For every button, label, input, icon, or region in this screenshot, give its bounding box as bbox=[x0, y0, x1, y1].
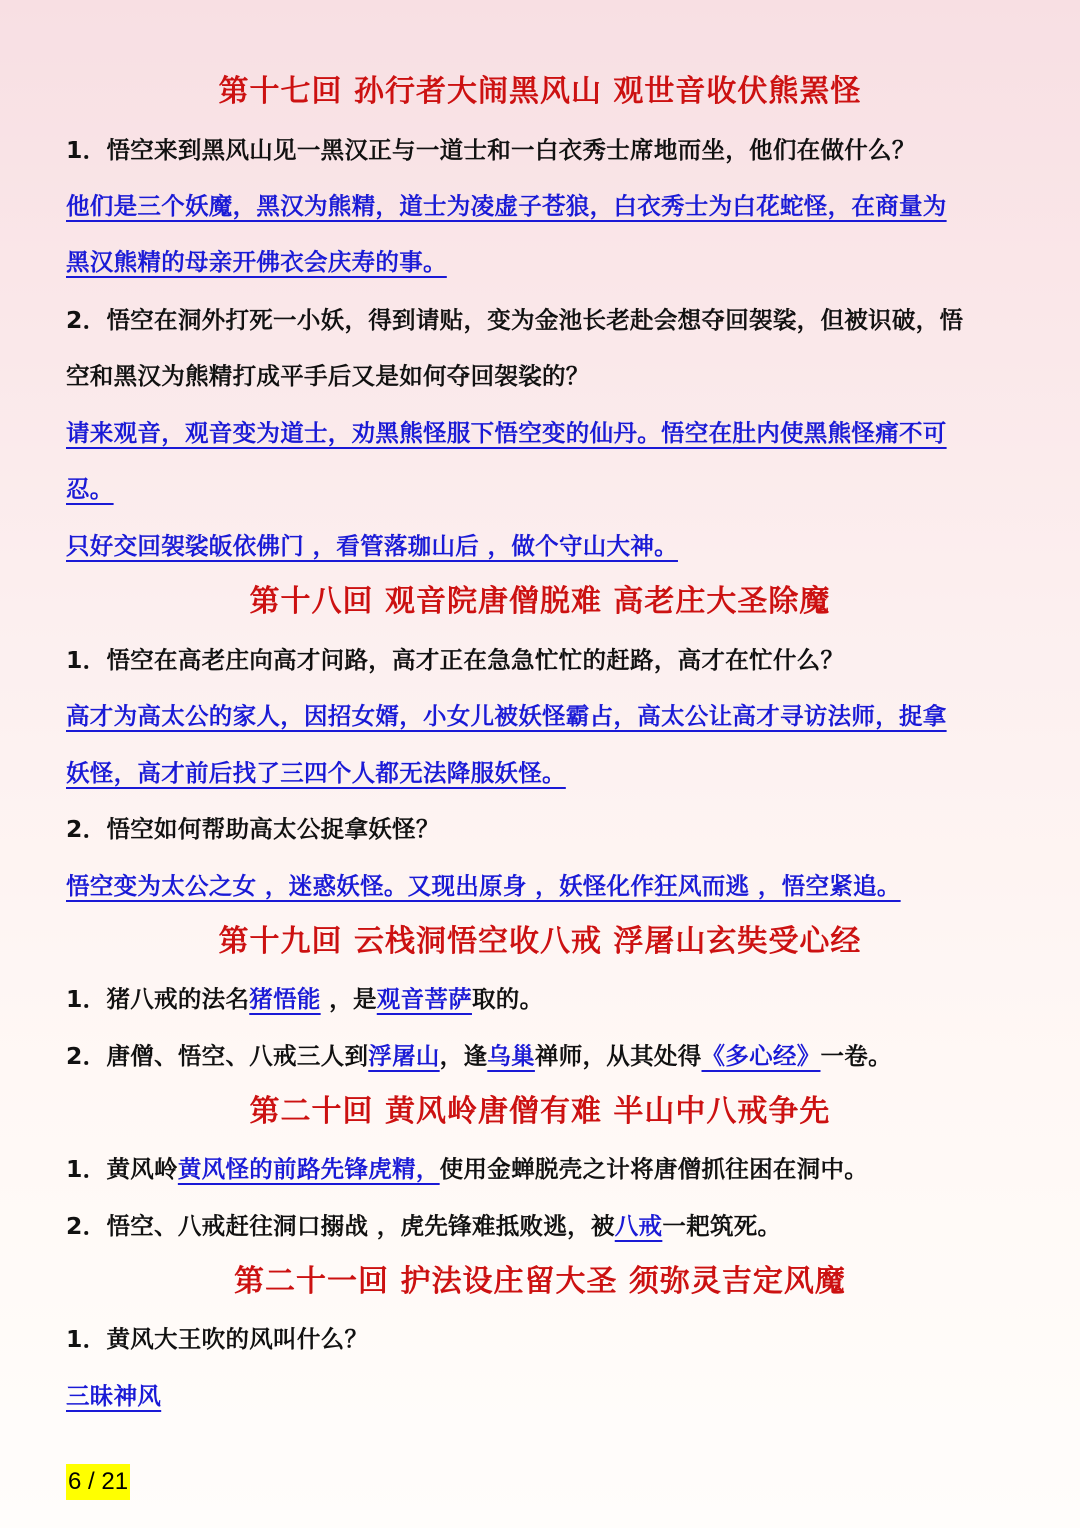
question-19-2 bbox=[66, 1039, 1040, 1073]
q20-1-text-a: 1．黄风岭 bbox=[66, 1155, 178, 1183]
q20-2-fill-a: 八戒 bbox=[614, 1212, 663, 1240]
question-18-1: 1．悟空在高老庄向高才问路，高才正在急急忙忙的赶路，高才在忙什么？ bbox=[66, 646, 845, 674]
q20-2-text-b: 一耙筑死。 bbox=[662, 1212, 782, 1240]
answer-18-2: 悟空变为太公之女 ，迷惑妖怪。又现出原身 ，妖怪化作狂风而逃 ，悟空紧追。 bbox=[66, 872, 901, 900]
chapter-title-19: 第十九回 云栈洞悟空收八戒 浮屠山玄奘受心经 bbox=[218, 924, 862, 959]
q19-2-text-a: 2．唐僧、悟空、八戒三人到 bbox=[66, 1042, 369, 1070]
question-17-2-line2: 空和黑汉为熊精打成平手后又是如何夺回袈裟的？ bbox=[66, 362, 590, 390]
q19-1-text-a: 1．猪八戒的法名 bbox=[66, 985, 250, 1013]
question-20-2 bbox=[66, 1209, 1040, 1243]
q19-2-fill-c: 《多心经》 bbox=[701, 1042, 821, 1070]
answer-21-1: 三昧神风 bbox=[66, 1382, 162, 1410]
q19-1-fill-b: 观音菩萨 bbox=[376, 985, 472, 1013]
q19-2-fill-a: 浮屠山 bbox=[368, 1042, 440, 1070]
question-20-1 bbox=[66, 1152, 1040, 1186]
question-19-1 bbox=[66, 982, 1040, 1016]
q19-1-fill-a: 猪悟能 bbox=[249, 985, 321, 1013]
page-number: 6 / 21 bbox=[66, 1464, 130, 1500]
q19-2-text-b: ，逢 bbox=[439, 1042, 488, 1070]
q19-2-text-c: 禅师，从其处得 bbox=[534, 1042, 702, 1070]
answer-17-2-line2: 忍。 bbox=[66, 475, 114, 503]
chapter-title-21: 第二十一回 护法设庄留大圣 须弥灵吉定风魔 bbox=[234, 1264, 846, 1299]
question-21-1: 1．黄风大王吹的风叫什么？ bbox=[66, 1325, 369, 1353]
answer-17-1-line2: 黑汉熊精的母亲开佛衣会庆寿的事。 bbox=[66, 248, 447, 276]
q19-2-fill-b: 乌巢 bbox=[487, 1042, 535, 1070]
question-17-1: 1．悟空来到黑风山见一黑汉正与一道士和一白衣秀士席地而坐，他们在做什么？ bbox=[66, 136, 916, 164]
q20-1-text-b: 使用金蝉脱壳之计将唐僧抓往困在洞中。 bbox=[439, 1155, 869, 1183]
chapter-title-18: 第十八回 观音院唐僧脱难 高老庄大圣除魔 bbox=[249, 584, 831, 619]
answer-18-1-line1: 高才为高太公的家人，因招女婿，小女儿被妖怪霸占，高太公让高才寻访法师，捉拿 bbox=[66, 702, 947, 730]
q19-2-text-d: 一卷。 bbox=[820, 1042, 892, 1070]
chapter-title-20: 第二十回 黄风岭唐僧有难 半山中八戒争先 bbox=[249, 1094, 831, 1129]
chapter-title-17: 第十七回 孙行者大闹黑风山 观世音收伏熊罴怪 bbox=[218, 74, 862, 109]
question-18-2: 2．悟空如何帮助高太公捉拿妖怪？ bbox=[66, 815, 440, 843]
q19-1-text-b: ，是 bbox=[320, 985, 377, 1013]
q19-1-text-c: 取的。 bbox=[471, 985, 544, 1013]
answer-17-2-line1: 请来观音，观音变为道士，劝黑熊怪服下悟空变的仙丹。悟空在肚内使黑熊怪痛不可 bbox=[66, 419, 947, 447]
q20-2-text-a: 2．悟空、八戒赶往洞口搦战 ，虎先锋难抵败逃，被 bbox=[66, 1212, 615, 1240]
q20-1-fill-a: 黄风怪的前路先锋虎精， bbox=[177, 1155, 440, 1183]
answer-17-2-line3: 只好交回袈裟皈依佛门 ，看管落珈山后 ，做个守山大神。 bbox=[66, 532, 678, 560]
answer-18-1-line2: 妖怪，高才前后找了三四个人都无法降服妖怪。 bbox=[66, 759, 566, 787]
answer-17-1-line1: 他们是三个妖魔，黑汉为熊精，道士为凌虚子苍狼，白衣秀士为白花蛇怪，在商量为 bbox=[66, 192, 947, 220]
question-17-2-line1: 2．悟空在洞外打死一小妖，得到请贴，变为金池长老赴会想夺回袈裟，但被识破，悟 bbox=[66, 306, 964, 334]
